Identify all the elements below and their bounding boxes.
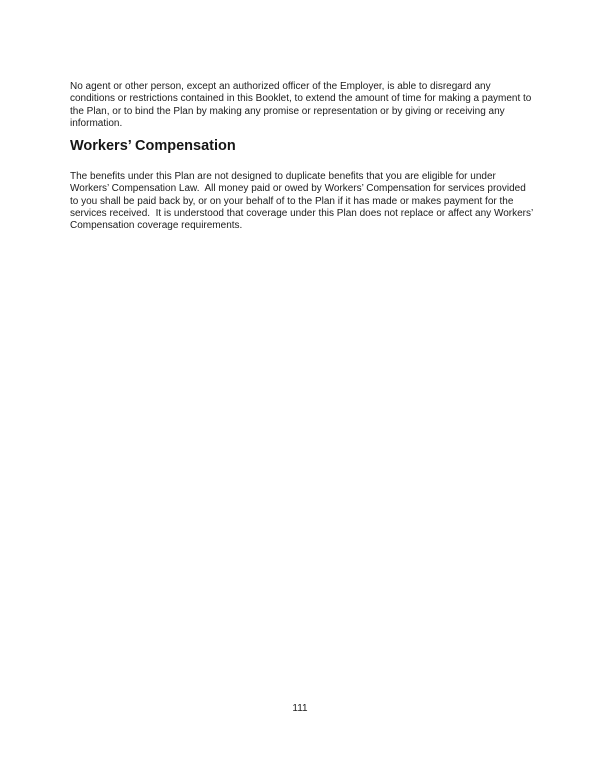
text-line: Workers’ Compensation Law. All money paid or owed by Workers’ Compensation for services provided — [70, 183, 526, 195]
text-line: services received. It is understood that coverage under this Plan does not replace or affect any Workers’ — [70, 207, 534, 219]
text-line: the Plan, or to bind the Plan by making any promise or representation or by giving or receiving any — [70, 105, 505, 117]
text-line: No agent or other person, except an authorized officer of the Employer, is able to disregard any — [70, 81, 491, 92]
text-line: Compensation coverage requirements. — [70, 220, 243, 232]
paragraph-no-agent — [70, 81, 531, 130]
text-line: conditions or restrictions contained in this Booklet, to extend the amount of time for making a payment to — [70, 93, 532, 105]
paragraph-workers-compensation-benefits — [70, 171, 533, 232]
text-line: information. — [70, 117, 123, 129]
section-heading-workers-compensation: Workers’ Compensation — [70, 138, 236, 154]
page-number: 111 — [292, 703, 308, 714]
text-line: to you shall be paid back by, or on your behalf of to the Plan if it has made or makes payment for the — [70, 195, 514, 207]
text-line: The benefits under this Plan are not designed to duplicate benefits that you are eligible for under — [70, 171, 496, 182]
